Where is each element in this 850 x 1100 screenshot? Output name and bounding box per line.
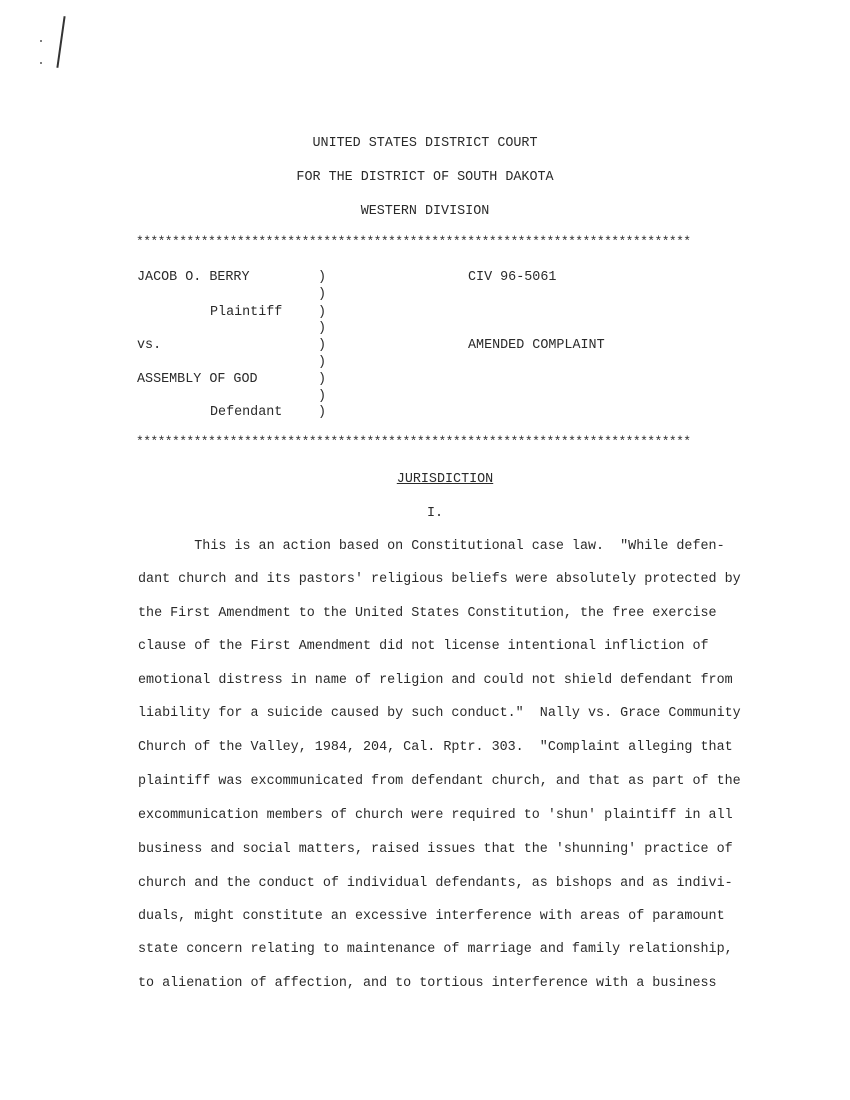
versus: vs. [137, 338, 162, 353]
defendant-role: Defendant [210, 405, 283, 420]
caption-paren: ) [318, 305, 327, 320]
body-line: business and social matters, raised issues that the 'shunning' practice of [138, 842, 733, 857]
body-line: excommunication members of church were required to 'shun' plaintiff in all [138, 808, 733, 823]
scan-speck [40, 62, 42, 64]
court-division: WESTERN DIVISION [360, 204, 490, 219]
body-line: duals, might constitute an excessive interference with areas of paramount [138, 909, 725, 924]
body-line: liability for a suicide caused by such conduct." Nally vs. Grace Community [138, 706, 741, 721]
caption-paren: ) [318, 355, 327, 370]
caption-paren: ) [318, 372, 327, 387]
caption-paren: ) [318, 321, 327, 336]
separator-bottom: ***************************************************************************** [136, 434, 691, 449]
body-line: Church of the Valley, 1984, 204, Cal. Rptr. 303. "Complaint alleging that [138, 740, 733, 755]
separator-top: ***************************************************************************** [136, 234, 691, 249]
body-line: dant church and its pastors' religious beliefs were absolutely protected by [138, 572, 741, 587]
body-line: church and the conduct of individual defendants, as bishops and as indivi- [138, 876, 733, 891]
section-heading: JURISDICTION [396, 472, 494, 487]
body-line: plaintiff was excommunicated from defendant church, and that as part of the [138, 774, 741, 789]
body-line: This is an action based on Constitutional case law. "While defen- [138, 539, 725, 554]
document-title: AMENDED COMPLAINT [468, 338, 605, 353]
court-district: FOR THE DISTRICT OF SOUTH DAKOTA [296, 170, 554, 185]
caption-paren: ) [318, 389, 327, 404]
case-number: CIV 96-5061 [468, 270, 557, 285]
body-line: clause of the First Amendment did not license intentional infliction of [138, 639, 709, 654]
plaintiff-role: Plaintiff [210, 305, 283, 320]
body-line: to alienation of affection, and to tortious interference with a business [138, 976, 717, 991]
section-number: I. [426, 506, 444, 521]
caption-paren: ) [318, 405, 327, 420]
plaintiff-name: JACOB O. BERRY [137, 270, 250, 285]
court-name: UNITED STATES DISTRICT COURT [312, 136, 538, 151]
caption-paren: ) [318, 287, 327, 302]
defendant-name: ASSEMBLY OF GOD [137, 372, 258, 387]
body-line: the First Amendment to the United States Constitution, the free exercise [138, 606, 717, 621]
body-line: emotional distress in name of religion and could not shield defendant from [138, 673, 733, 688]
body-line: state concern relating to maintenance of marriage and family relationship, [138, 942, 733, 957]
caption-paren: ) [318, 270, 327, 285]
caption-paren: ) [318, 338, 327, 353]
scan-mark [56, 16, 65, 68]
scan-speck [40, 40, 42, 42]
